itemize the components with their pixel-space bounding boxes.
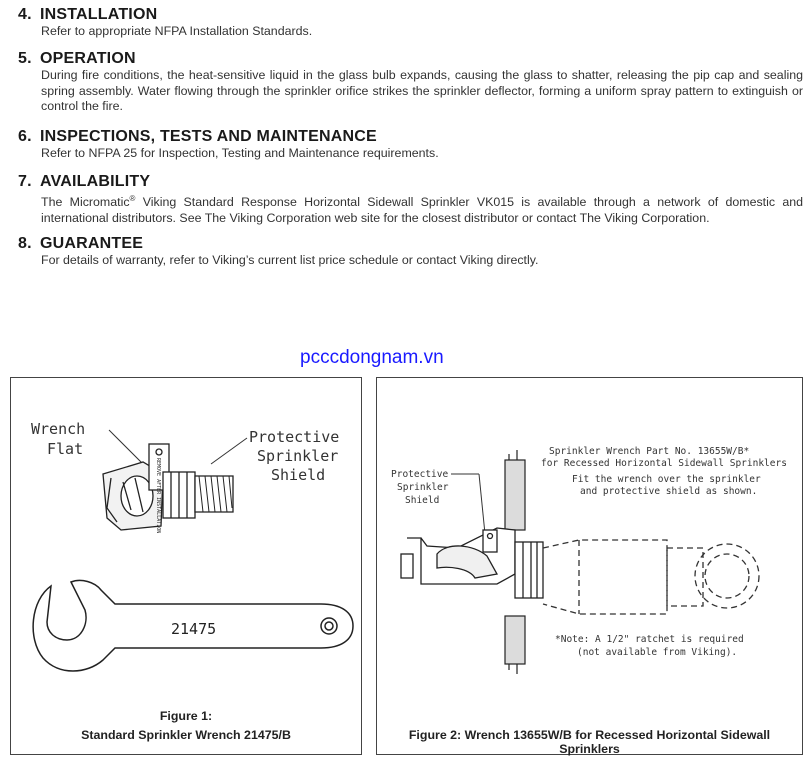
section-title: INSTALLATION bbox=[40, 6, 158, 23]
figure-1-caption-label: Figure 1: bbox=[159, 709, 213, 723]
leader-line bbox=[479, 474, 485, 534]
figure-1-box bbox=[10, 377, 362, 755]
section-body: For details of warranty, refer to Viking’s current list price schedule or contact Viking directly. bbox=[41, 253, 539, 267]
sprinkler-icon bbox=[103, 444, 233, 533]
figure-2-box bbox=[376, 377, 803, 755]
fig2-title-line-4: and protective shield as shown. bbox=[580, 486, 758, 497]
section-heading bbox=[18, 6, 803, 24]
section-body bbox=[41, 191, 803, 226]
fig2-shield-label-3: Shield bbox=[405, 495, 440, 506]
figure-2-drawing bbox=[377, 378, 802, 718]
shield-label-2: Sprinkler bbox=[257, 447, 339, 465]
section-body: Refer to NFPA 25 for Inspection, Testing and Maintenance requirements. bbox=[41, 146, 439, 160]
wrench-flat-label-1: Wrench bbox=[31, 420, 86, 438]
fig2-note-line-2: (not available from Viking). bbox=[577, 647, 738, 658]
body-text-post: Viking Standard Response Horizontal Sidewall Sprinkler VK015 is available through a network of domestic and international distributors. See The Viking Corporation web site for the closest distributor or contact The Viking Corporation. bbox=[41, 195, 804, 225]
section-availability bbox=[18, 173, 803, 226]
section-inspections bbox=[18, 128, 803, 162]
section-number: 8. bbox=[18, 235, 32, 252]
section-title: AVAILABILITY bbox=[40, 173, 151, 190]
fig2-shield-label-1: Protective bbox=[391, 469, 449, 480]
fig2-title-line-1: Sprinkler Wrench Part No. 13655W/B* bbox=[549, 446, 750, 457]
fig2-title-line-2: for Recessed Horizontal Sidewall Sprinklers bbox=[541, 458, 787, 469]
section-heading bbox=[18, 50, 803, 68]
section-title: GUARANTEE bbox=[40, 235, 144, 252]
section-heading bbox=[18, 235, 803, 253]
shield-label-1: Protective bbox=[249, 428, 340, 446]
fig2-shield-label-2: Sprinkler bbox=[397, 482, 449, 493]
section-number: 4. bbox=[18, 6, 32, 23]
shield-tag-text: REMOVE AFTER INSTALLATION bbox=[155, 458, 161, 534]
section-number: 6. bbox=[18, 128, 32, 145]
section-operation bbox=[18, 50, 803, 115]
wrench-number: 21475 bbox=[171, 620, 217, 638]
fig2-title-line-3: Fit the wrench over the sprinkler bbox=[572, 474, 761, 485]
section-installation bbox=[18, 6, 803, 40]
sprinkler-icon bbox=[401, 528, 543, 598]
figure-2-caption: Figure 2: Wrench 13655W/B for Recessed Horizontal Sidewall Sprinklers bbox=[408, 728, 771, 756]
leader-line bbox=[211, 438, 247, 464]
section-heading bbox=[18, 128, 803, 146]
section-number: 5. bbox=[18, 50, 32, 67]
recessed-wrench-icon bbox=[543, 540, 759, 614]
figure-1-drawing bbox=[11, 378, 361, 698]
registered-mark: ® bbox=[129, 194, 136, 203]
section-title: OPERATION bbox=[40, 50, 136, 67]
section-number: 7. bbox=[18, 173, 32, 190]
section-body: Refer to appropriate NFPA Installation Standards. bbox=[41, 24, 313, 38]
figure-1-caption-title: Standard Sprinkler Wrench 21475/B bbox=[81, 728, 291, 742]
watermark-link[interactable]: pcccdongnam.vn bbox=[300, 347, 444, 368]
shield-label-3: Shield bbox=[271, 466, 326, 484]
wrench-flat-label-2: Flat bbox=[47, 440, 84, 458]
section-body: During fire conditions, the heat-sensitive liquid in the glass bulb expands, causing the glass to shatter, releasing the pip cap and sealing spring assembly. Water flowing through the sprinkler orifice strikes the sprinkler deflector, forming a uniform spray pattern to extinguish or control the fire. bbox=[41, 68, 803, 114]
body-text-pre: The Micromatic bbox=[41, 195, 130, 210]
section-heading bbox=[18, 173, 803, 191]
section-title: INSPECTIONS, TESTS AND MAINTENANCE bbox=[40, 128, 377, 145]
section-guarantee bbox=[18, 235, 803, 269]
fig2-note-line-1: *Note: A 1/2" ratchet is required bbox=[555, 634, 744, 645]
